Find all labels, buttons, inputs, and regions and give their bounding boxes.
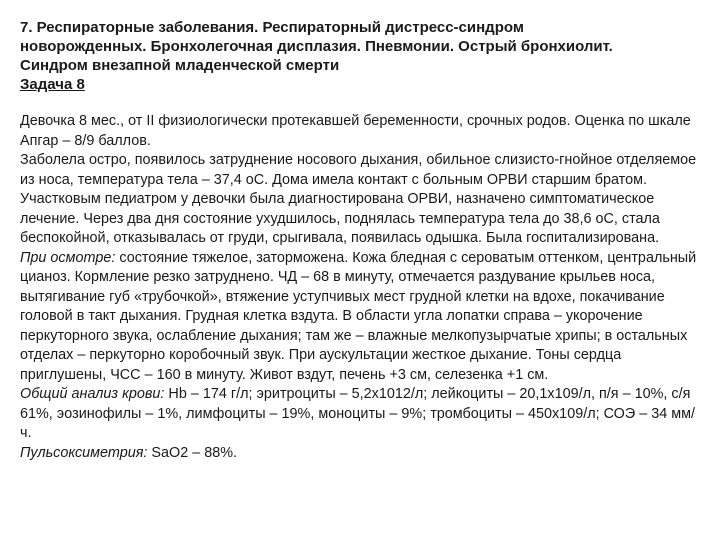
task-label: Задача 8 (20, 76, 85, 93)
document-page (20, 18, 705, 463)
blood-paragraph (20, 385, 705, 444)
pulse-text: SaO2 – 88%. (147, 444, 238, 461)
exam-label: При осмотре: (20, 249, 116, 266)
intro-paragraph: Девочка 8 мес., от II физиологически протекавшей беременности, срочных родов. Оценка по шкале Апгар – 8/9 баллов. (20, 113, 691, 149)
pulse-label: Пульсоксиметрия: (20, 444, 148, 461)
exam-text: состояние тяжелое, заторможена. Кожа бледная с сероватым оттенком, центральный цианоз. Кормление резко затруднено. ЧД – 68 в минуту, отмечается раздувание крыльев носа, вытягивание губ «трубочкой», втяжение уступчивых мест грудной клетки на вдохе, покачивание головой в такт дыхания. Грудная клетка вздута. В области угла лопатки справа – укорочение перкуторного звука, ослабление дыхания; там же – влажные мелкопузырчатые хрипы; в остальных отделах – перкуторно коробочный звук. При аускультации жесткое дыхание. Тоны сердца приглушены, ЧСС – 160 в минуту. Живот вздут, печень +3 см, селезенка +1 см. (20, 249, 697, 383)
title-line-3: Синдром внезапной младенческой смерти (20, 57, 340, 74)
blood-label: Общий анализ крови: (20, 386, 165, 402)
exam-paragraph (20, 249, 705, 386)
history-paragraph: Заболела остро, появилось затруднение носового дыхания, обильное слизисто-гнойное отделяемое из носа, температура тела – 37,4 оС. Дома имела контакт с больным ОРВИ старшим братом. Участковым педиатром у девочки была диагностирована ОРВИ, назначено симптоматическое лечение. Через два дня состояние ухудшилось, поднялась температура тела до 38,6 оС, стала беспокойной, отказывалась от груди, срыгивала, появилась одышка. Была госпитализирована. (20, 152, 697, 246)
section-title (20, 18, 705, 75)
title-line-1: 7. Респираторные заболевания. Респираторный дистресс-синдром (20, 19, 524, 36)
title-line-2: новорожденных. Бронхолегочная дисплазия. Пневмонии. Острый бронхиолит. (20, 38, 613, 55)
pulse-paragraph (20, 444, 705, 464)
case-text (20, 112, 705, 463)
blood-text: Hb – 174 г/л; эритроциты – 5,2х1012/л; лейкоциты – 20,1х109/л, п/я – 10%, с/я 61%, эозинофилы – 1%, лимфоциты – 19%, моноциты – 9%; тромбоциты – 450х109/л; СОЭ – 34 мм/ч. (20, 386, 695, 441)
